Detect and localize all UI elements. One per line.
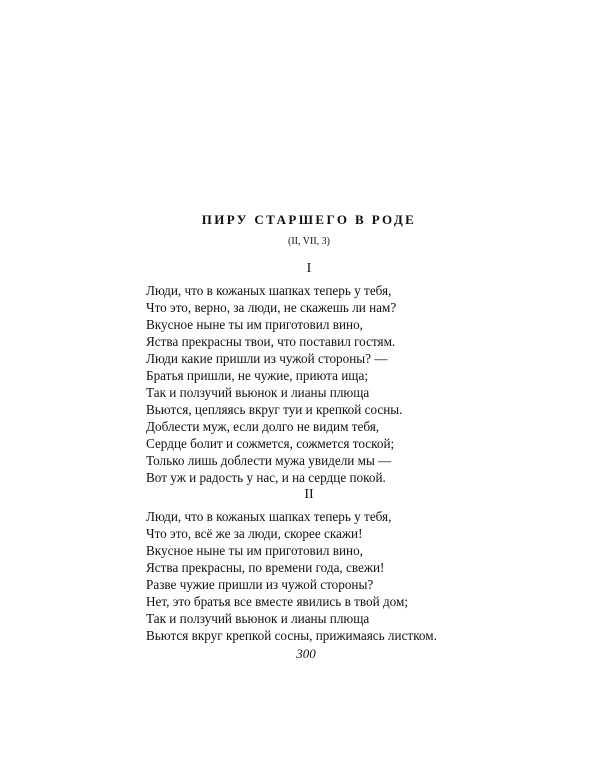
stanza-2 <box>146 508 437 644</box>
verse-line: Люди какие пришли из чужой стороны? — <box>146 351 388 366</box>
verse-line: Только лишь доблести мужа увидели мы — <box>146 453 392 468</box>
verse-line: Так и ползучий вьюнок и лианы плюща <box>146 385 370 400</box>
verse-line: Яства прекрасны твои, что поставил гостям. <box>146 334 396 349</box>
verse-line: Нет, это братья все вместе явились в твой дом; <box>146 594 409 609</box>
verse-line: Вкусное ныне ты им приготовил вино, <box>146 543 363 558</box>
verse-line: Братья пришли, не чужие, приюта ища; <box>146 368 368 383</box>
verse-line: Вкусное ныне ты им приготовил вино, <box>146 317 363 332</box>
verse-line: Вьются, цепляясь вкруг туи и крепкой сосны. <box>146 402 403 417</box>
verse-line: Люди, что в кожаных шапках теперь у тебя, <box>146 283 392 298</box>
verse-line: Яства прекрасны, по времени года, свежи! <box>146 560 385 575</box>
poem-title: ПИРУ СТАРШЕГО В РОДЕ <box>201 212 417 227</box>
verse-line: Что это, верно, за люди, не скажешь ли нам? <box>146 300 397 315</box>
verse-line: Вьются вкруг крепкой сосны, прижимаясь листком. <box>146 628 437 643</box>
verse-line: Что это, всё же за люди, скорее скажи! <box>146 526 363 541</box>
stanza-1 <box>146 282 402 486</box>
verse-line: Разве чужие пришли из чужой стороны? <box>146 577 374 592</box>
page-number: 300 <box>296 646 316 661</box>
verse-line: Люди, что в кожаных шапках теперь у тебя, <box>146 509 392 524</box>
section-number-2: II <box>304 487 314 502</box>
verse-line: Вот уж и радость у нас, и на сердце покой. <box>146 470 386 485</box>
verse-line: Сердце болит и сожмется, сожмется тоской; <box>146 436 395 451</box>
section-number-1: I <box>306 261 312 276</box>
verse-line: Так и ползучий вьюнок и лианы плюща <box>146 611 370 626</box>
verse-line: Доблести муж, если долго не видим тебя, <box>146 419 380 434</box>
poem-reference: (II, VII, 3) <box>287 236 331 247</box>
